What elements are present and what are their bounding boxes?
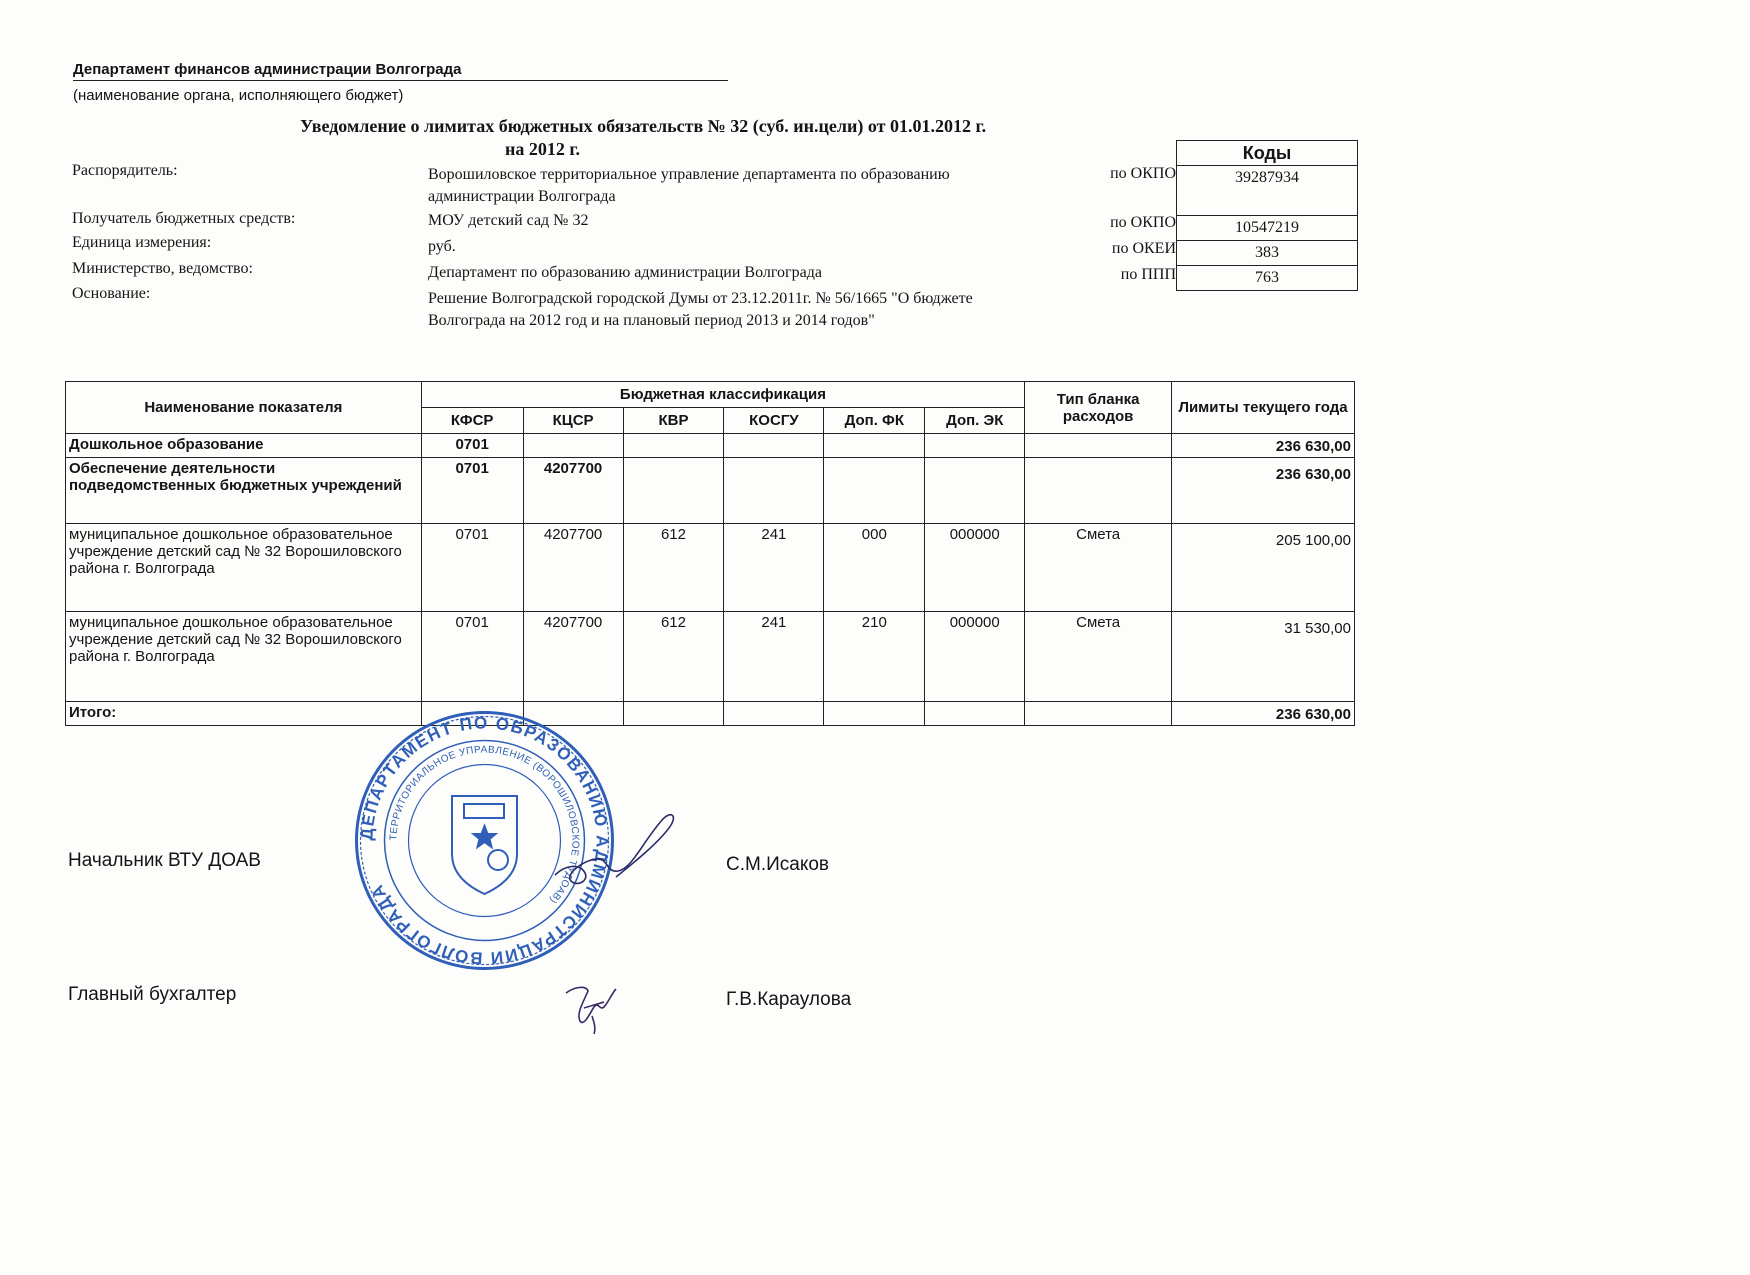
row-dopfk: [824, 434, 925, 458]
row-kvr: [623, 458, 724, 524]
ministry-value: Департамент по образованию администрации Волгограда: [428, 264, 822, 281]
accountant-title: Главный бухгалтер: [68, 984, 237, 1005]
col-dopek-header: Доп. ЭК: [925, 408, 1025, 434]
col-kosgu-header: КОСГУ: [724, 408, 824, 434]
row-kfsr: 0701: [421, 524, 523, 612]
row-kfsr: 0701: [421, 612, 523, 702]
stamp-inner-text: ТЕРРИТОРИАЛЬНОЕ УПРАВЛЕНИЕ (ВОРОШИЛОВСКОЕ ТУДОАВ): [388, 744, 581, 906]
row-limit: 236 630,00: [1172, 458, 1355, 524]
row-kosgu: 241: [724, 612, 824, 702]
row-kvr: 612: [623, 524, 724, 612]
col-kfsr-header: КФСР: [421, 408, 523, 434]
row-limit: 31 530,00: [1172, 612, 1355, 702]
unit-value: руб.: [428, 238, 456, 255]
row-name: Обеспечение деятельности подведомственных бюджетных учреждений: [66, 458, 422, 524]
head-title: Начальник ВТУ ДОАВ: [68, 850, 261, 871]
code-label-okpo-1: по ОКПО: [1110, 165, 1176, 182]
code-okpo-1: 39287934: [1177, 166, 1358, 216]
col-limits-header: Лимиты текущего года: [1172, 382, 1355, 434]
row-form-type: Смета: [1025, 524, 1172, 612]
org-name: Департамент финансов администрации Волгограда: [73, 61, 728, 81]
row-kcsr: [523, 434, 623, 458]
ministry-label: Министерство, ведомство:: [72, 260, 253, 277]
document-title-year: на 2012 г.: [505, 139, 581, 159]
table-row: [66, 458, 1355, 524]
row-kcsr: 4207700: [523, 524, 623, 612]
row-dopek: [925, 434, 1025, 458]
document-title: Уведомление о лимитах бюджетных обязательств № 32 (суб. ин.цели) от 01.01.2012 г.: [300, 116, 987, 136]
total-label: Итого:: [66, 702, 422, 726]
row-dopfk: [824, 458, 925, 524]
row-dopek: [925, 458, 1025, 524]
code-okei: 383: [1177, 241, 1358, 266]
total-row: [66, 702, 1355, 726]
row-limit: 205 100,00: [1172, 524, 1355, 612]
row-kosgu: 241: [724, 524, 824, 612]
table-row: [66, 612, 1355, 702]
row-form-type: [1025, 434, 1172, 458]
recipient-value: МОУ детский сад № 32: [428, 212, 589, 229]
row-kfsr: 0701: [421, 434, 523, 458]
table-row: [66, 434, 1355, 458]
row-name: Дошкольное образование: [66, 434, 422, 458]
row-name: муниципальное дошкольное образовательное учреждение детский сад № 32 Ворошиловского района г. Волгограда: [66, 612, 422, 702]
row-kvr: 612: [623, 612, 724, 702]
row-form-type: [1025, 458, 1172, 524]
head-signature: [540, 805, 700, 895]
row-kcsr: 4207700: [523, 458, 623, 524]
col-name-header: Наименование показателя: [66, 382, 422, 434]
head-name: С.М.Исаков: [726, 854, 830, 875]
basis-label: Основание:: [72, 285, 151, 302]
code-okpo-2: 10547219: [1177, 216, 1358, 241]
row-name: муниципальное дошкольное образовательное учреждение детский сад № 32 Ворошиловского района г. Волгограда: [66, 524, 422, 612]
codes-table: [1176, 140, 1358, 291]
org-caption: (наименование органа, исполняющего бюджет): [73, 87, 404, 104]
row-kosgu: [724, 458, 824, 524]
col-form-type-header: Тип бланка расходов: [1025, 382, 1172, 434]
row-limit: 236 630,00: [1172, 434, 1355, 458]
row-kcsr: 4207700: [523, 612, 623, 702]
budget-table: [65, 381, 1355, 726]
col-dopfk-header: Доп. ФК: [824, 408, 925, 434]
stamp-outer-text: ДЕПАРТАМЕНТ ПО ОБРАЗОВАНИЮ АДМИНИСТРАЦИИ ВОЛГОГРАДА: [357, 713, 612, 968]
row-kosgu: [724, 434, 824, 458]
codes-header: Коды: [1177, 141, 1358, 166]
row-dopek: 000000: [925, 612, 1025, 702]
code-label-ppp: по ППП: [1120, 266, 1176, 283]
row-kfsr: 0701: [421, 458, 523, 524]
coat-of-arms-icon: [452, 796, 517, 894]
code-label-okpo-2: по ОКПО: [1110, 214, 1176, 231]
col-kvr-header: КВР: [623, 408, 724, 434]
table-row: [66, 524, 1355, 612]
row-dopfk: 000: [824, 524, 925, 612]
row-form-type: Смета: [1025, 612, 1172, 702]
recipient-label: Получатель бюджетных средств:: [72, 210, 296, 227]
unit-label: Единица измерения:: [72, 234, 212, 251]
total-value: 236 630,00: [1172, 702, 1355, 726]
code-label-okei: по ОКЕИ: [1111, 240, 1176, 257]
row-kvr: [623, 434, 724, 458]
row-dopek: 000000: [925, 524, 1025, 612]
accountant-name: Г.В.Караулова: [726, 989, 852, 1010]
code-ppp: 763: [1177, 266, 1358, 291]
accountant-signature: [556, 978, 636, 1038]
col-kcsr-header: КЦСР: [523, 408, 623, 434]
distributor-label: Распорядитель:: [72, 162, 178, 179]
basis-value: Решение Волгоградской городской Думы от 23.12.2011г. № 56/1665 "О бюджете Волгограда на 2012 год и на плановый период 2013 и 2014 годов": [428, 290, 973, 329]
col-budget-class-header: Бюджетная классификация: [421, 382, 1025, 408]
distributor-value: Ворошиловское территориальное управление департамента по образованию администрации Волгограда: [428, 166, 950, 205]
row-dopfk: 210: [824, 612, 925, 702]
